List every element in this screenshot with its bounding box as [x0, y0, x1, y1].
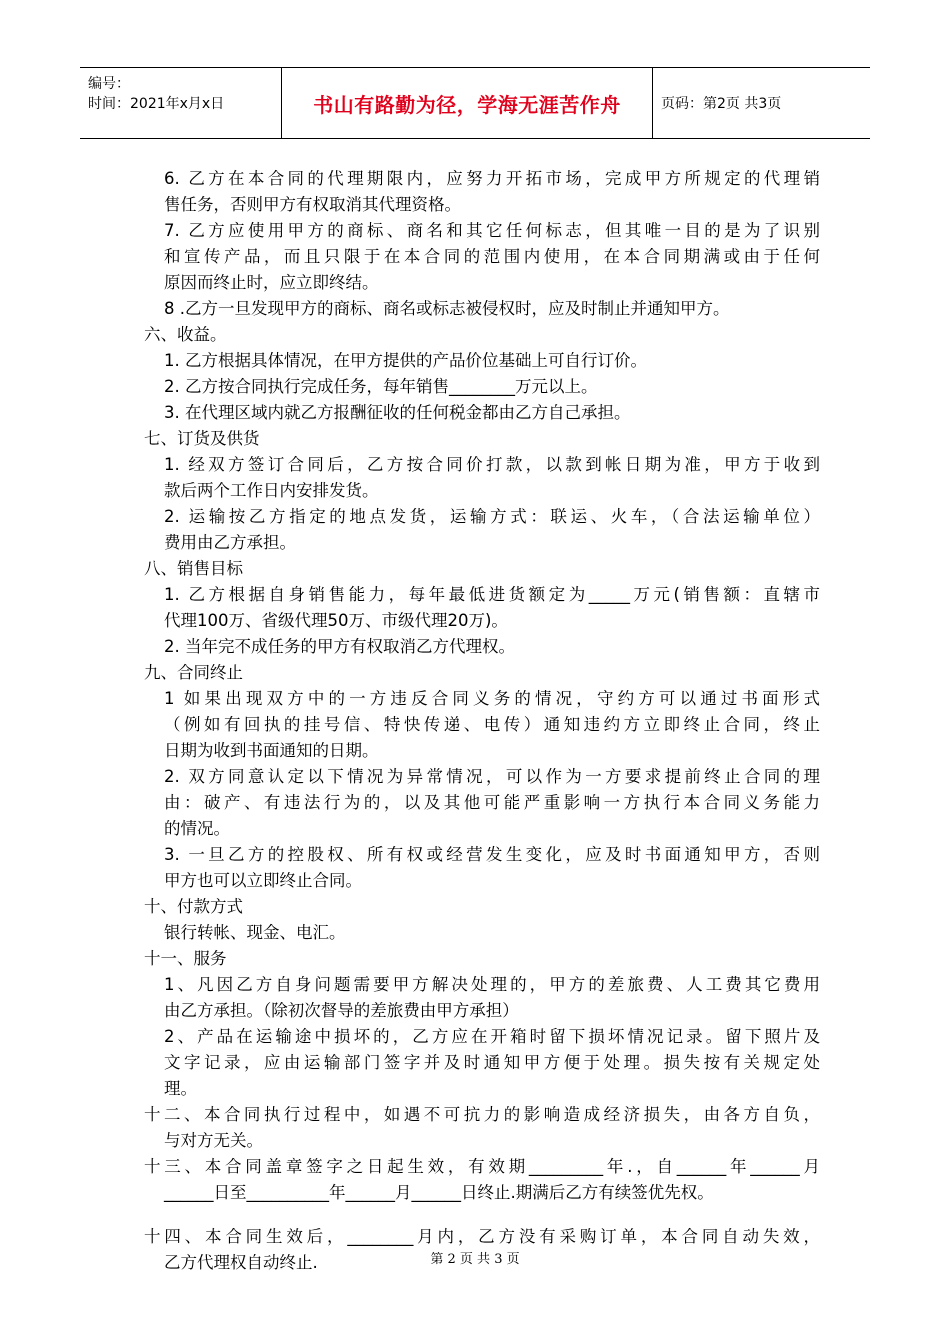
- clause-line: 2. 双方同意认定以下情况为异常情况，可以作为一方要求提前终止合同的理: [164, 767, 820, 786]
- clause-line: 文字记录，应由运输部门签字并及时通知甲方便于处理。损失按有关规定处: [164, 1053, 820, 1072]
- clause-line: 7. 乙方应使用甲方的商标、商名和其它任何标志，但其唯一目的是为了识别: [164, 221, 820, 240]
- clause-line: 1. 乙方根据具体情况，在甲方提供的产品价位基础上可自行订价。: [164, 351, 647, 370]
- paragraph-gap: [144, 1206, 820, 1224]
- section-heading: 十一、服务: [144, 949, 227, 968]
- contract-body: [144, 166, 820, 1276]
- clause-line: 日期为收到书面通知的日期。: [164, 741, 379, 760]
- section-heading: 十四、本合同生效后，________月内，乙方没有采购订单，本合同自动失效，: [144, 1227, 820, 1246]
- clause-line: 2. 乙方按合同执行完成任务，每年销售________万元以上。: [164, 377, 598, 396]
- clause-line: 代理100万、省级代理50万、市级代理20万)。: [164, 611, 508, 630]
- page-header: [80, 67, 870, 139]
- section-heading: 九、合同终止: [144, 663, 243, 682]
- clause-line: 3. 在代理区域内就乙方报酬征收的任何税金都由乙方自己承担。: [164, 403, 631, 422]
- clause-line: 1、凡因乙方自身问题需要甲方解决处理的，甲方的差旅费、人工费其它费用: [164, 975, 820, 994]
- header-meta: [80, 68, 282, 138]
- clause-line: 理。: [164, 1079, 197, 1098]
- clause-line: 6. 乙方在本合同的代理期限内，应努力开拓市场，完成甲方所规定的代理销: [164, 169, 820, 188]
- clause-line: 2、产品在运输途中损坏的，乙方应在开箱时留下损坏情况记录。留下照片及: [164, 1027, 820, 1046]
- clause-line: 由：破产、有违法行为的，以及其他可能严重影响一方执行本合同义务能力: [164, 793, 820, 812]
- clause-line: ______日至__________年______月______日终止.期满后乙方有续签优先权。: [164, 1183, 714, 1202]
- clause-line: 3. 一旦乙方的控股权、所有权或经营发生变化，应及时书面通知甲方，否则: [164, 845, 820, 864]
- section-heading: 六、收益。: [144, 325, 227, 344]
- clause-line: 2. 运输按乙方指定的地点发货，运输方式：联运、火车，（合法运输单位）: [164, 507, 820, 526]
- clause-line: 2. 当年完不成任务的甲方有权取消乙方代理权。: [164, 637, 515, 656]
- clause-line: 售任务，否则甲方有权取消其代理资格。: [164, 195, 461, 214]
- clause-line: 的情况。: [164, 819, 230, 838]
- clause-line: 由乙方承担。（除初次督导的差旅费由甲方承担）: [164, 1001, 519, 1020]
- clause-line: 1. 经双方签订合同后，乙方按合同价打款，以款到帐日期为准，甲方于收到: [164, 455, 820, 474]
- clause-line: 原因而终止时，应立即终结。: [164, 273, 379, 292]
- clause-line: 与对方无关。: [164, 1131, 263, 1150]
- document-number: 编号：: [88, 76, 130, 92]
- clause-line: 1. 乙方根据自身销售能力，每年最低进货额定为_____万元(销售额：直辖市: [164, 585, 820, 604]
- section-heading: 十、付款方式: [144, 897, 243, 916]
- clause-line: （例如有回执的挂号信、特快传递、电传）通知违约方立即终止合同，终止: [164, 715, 820, 734]
- clause-line: 银行转帐、现金、电汇。: [164, 923, 346, 942]
- section-heading: 十三、本合同盖章签字之日起生效，有效期_________年.，自______年______月: [144, 1157, 820, 1176]
- page-footer: 第 2 页 共 3 页: [430, 1252, 520, 1267]
- clause-line: 甲方也可以立即终止合同。: [164, 871, 362, 890]
- section-heading: 十二、本合同执行过程中，如遇不可抗力的影响造成经济损失，由各方自负，: [144, 1105, 820, 1124]
- header-motto: 书山有路勤为径，学海无涯苦作舟: [282, 68, 653, 138]
- clause-line: 费用由乙方承担。: [164, 533, 296, 552]
- clause-line: 1 如果出现双方中的一方违反合同义务的情况，守约方可以通过书面形式: [164, 689, 820, 708]
- header-page-number: 页码：第2页 共3页: [661, 96, 782, 112]
- clause-line: 款后两个工作日内安排发货。: [164, 481, 379, 500]
- clause-line: 和宣传产品，而且只限于在本合同的范围内使用，在本合同期满或由于任何: [164, 247, 820, 266]
- section-heading: 七、订货及供货: [144, 429, 260, 448]
- clause-line: 乙方代理权自动终止.: [164, 1253, 318, 1272]
- document-time: 时间：2021年x月x日: [88, 96, 225, 112]
- section-heading: 八、销售目标: [144, 559, 243, 578]
- clause-line: 8 .乙方一旦发现甲方的商标、商名或标志被侵权时，应及时制止并通知甲方。: [164, 299, 730, 318]
